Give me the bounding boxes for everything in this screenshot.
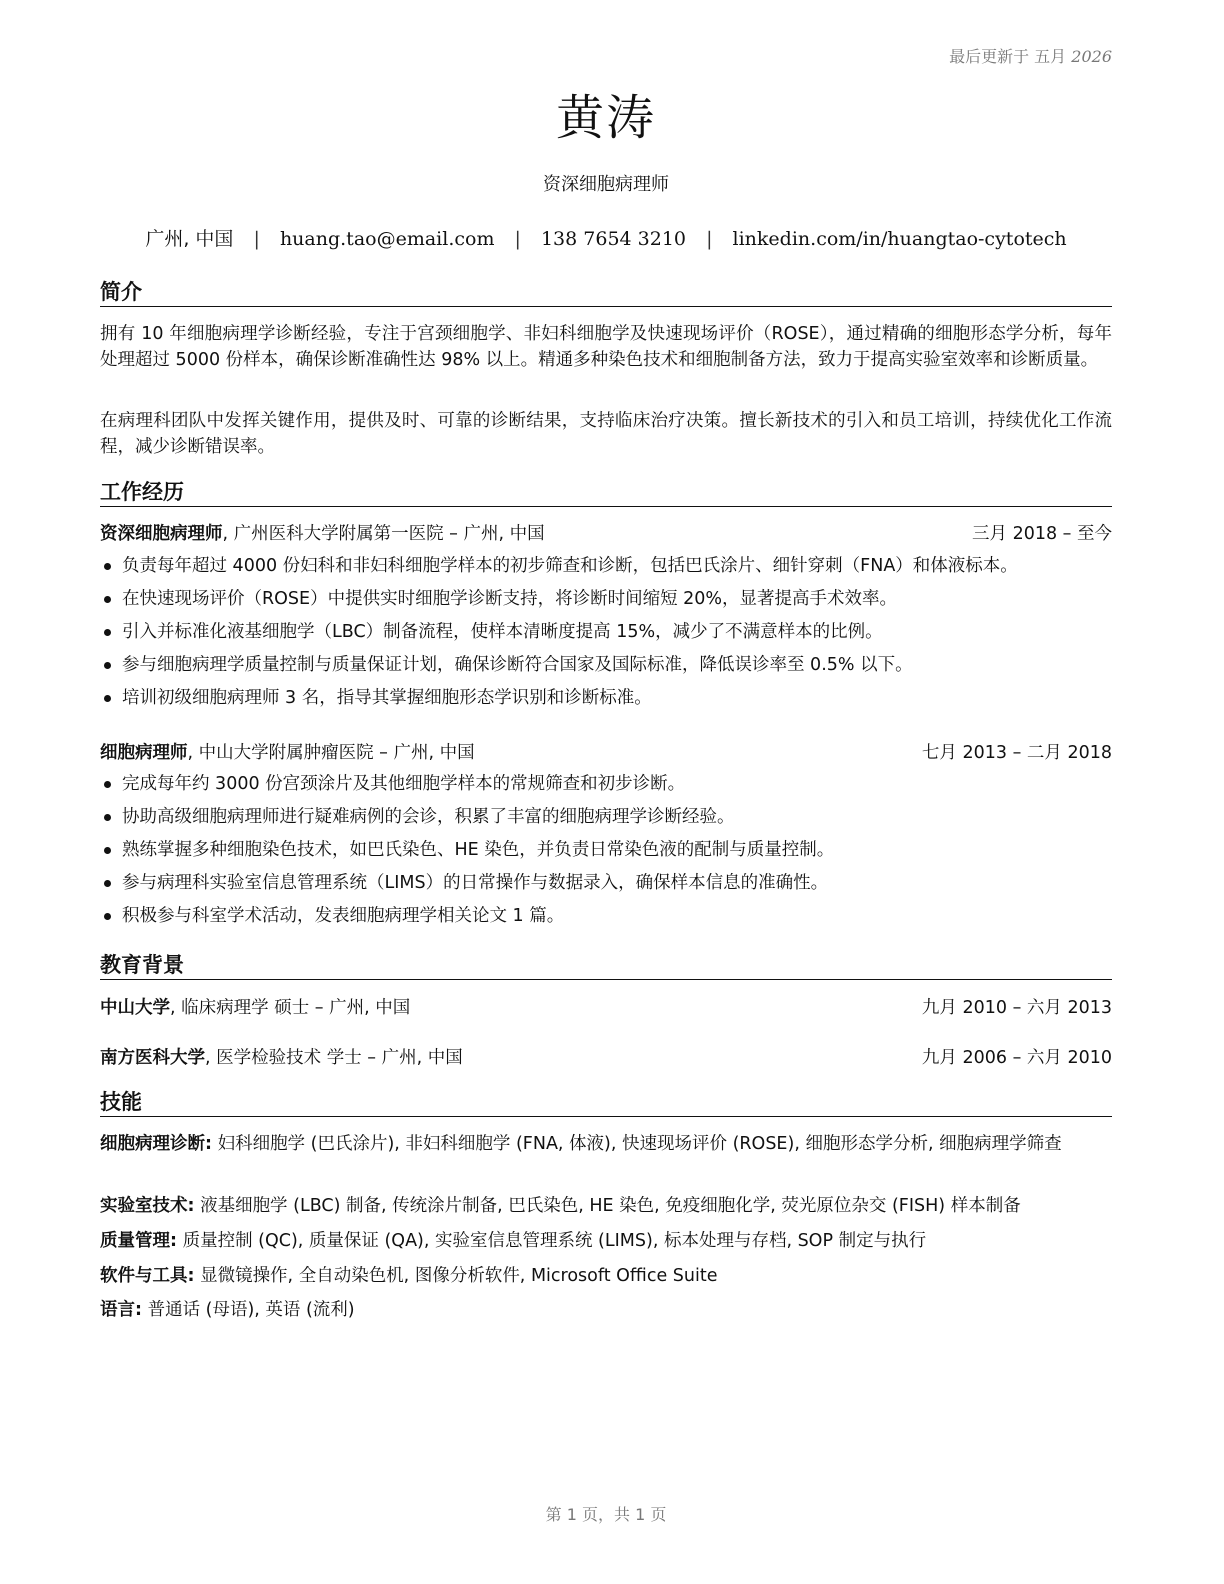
skill-line bbox=[100, 1297, 1112, 1323]
job-bullet: 积极参与科室学术活动，发表细胞病理学相关论文 1 篇。 bbox=[100, 900, 1112, 933]
contact-separator: | bbox=[514, 228, 521, 250]
skill-text: 显微镜操作, 全自动染色机, 图像分析软件, Microsoft Office Suite bbox=[194, 1266, 718, 1286]
contact-separator: | bbox=[706, 228, 713, 250]
skill-text: 液基细胞学 (LBC) 制备, 传统涂片制备, 巴氏染色, HE 染色, 免疫细胞化学, 荧光原位杂交 (FISH) 样本制备 bbox=[194, 1196, 1021, 1216]
contact-phone[interactable]: 138 7654 3210 bbox=[540, 228, 687, 250]
education-dates: 九月 2010 – 六月 2013 bbox=[921, 998, 1112, 1018]
job-bullets bbox=[100, 550, 1112, 715]
skill-label: 软件与工具: bbox=[100, 1266, 195, 1286]
job-header bbox=[100, 521, 1112, 547]
contact-email[interactable]: huang.tao@email.com bbox=[279, 228, 495, 250]
section-title-experience: 工作经历 bbox=[100, 478, 1112, 507]
section-title-skills: 技能 bbox=[100, 1088, 1112, 1117]
job-role: 细胞病理师 bbox=[100, 743, 188, 763]
job-bullet: 在快速现场评价（ROSE）中提供实时细胞学诊断支持，将诊断时间缩短 20%，显著提高手术效率。 bbox=[100, 583, 1112, 616]
education-dates: 九月 2006 – 六月 2010 bbox=[921, 1048, 1112, 1068]
job-bullets bbox=[100, 768, 1112, 933]
candidate-name: 黄涛 bbox=[555, 90, 656, 146]
contact-location: 广州, 中国 bbox=[145, 228, 234, 250]
summary-paragraph-1: 拥有 10 年细胞病理学诊断经验，专注于宫颈细胞学、非妇科细胞学及快速现场评价（ROSE），通过精确的细胞形态学分析，每年处理超过 5000 份样本，确保诊断准确性达 98% 以上。精通多种染色技术和细胞制备方法，致力于提高实验室效率和诊断质量。 bbox=[100, 324, 1112, 370]
job-dates: 七月 2013 – 二月 2018 bbox=[921, 743, 1112, 763]
section-title-education: 教育背景 bbox=[100, 951, 1112, 980]
job-bullet: 负责每年超过 4000 份妇科和非妇科细胞学样本的初步筛查和诊断，包括巴氏涂片、细针穿刺（FNA）和体液标本。 bbox=[100, 550, 1112, 583]
skill-label: 质量管理: bbox=[100, 1231, 177, 1251]
summary-paragraph-2: 在病理科团队中发挥关键作用，提供及时、可靠的诊断结果，支持临床治疗决策。擅长新技术的引入和员工培训，持续优化工作流程，减少诊断错误率。 bbox=[100, 411, 1112, 457]
job-bullet: 完成每年约 3000 份宫颈涂片及其他细胞学样本的常规筛查和初步诊断。 bbox=[100, 768, 1112, 801]
job-bullet: 培训初级细胞病理师 3 名，指导其掌握细胞形态学识别和诊断标准。 bbox=[100, 682, 1112, 715]
skill-line bbox=[100, 1263, 1112, 1289]
education-item bbox=[100, 995, 1112, 1021]
last-updated bbox=[949, 44, 1112, 67]
job-role: 资深细胞病理师 bbox=[100, 524, 223, 544]
education-detail: , 医学检验技术 学士 – 广州, 中国 bbox=[205, 1048, 463, 1068]
page-number: 第 1 页，共 1 页 bbox=[545, 1505, 667, 1524]
job-org: , 中山大学附属肿瘤医院 – 广州, 中国 bbox=[187, 743, 475, 763]
section-title-summary: 简介 bbox=[100, 278, 1112, 307]
skill-line bbox=[100, 1193, 1112, 1219]
contact-line bbox=[100, 224, 1112, 251]
last-updated-year: 2026 bbox=[1071, 47, 1112, 66]
resume-page bbox=[100, 0, 1112, 1584]
skill-text: 质量控制 (QC), 质量保证 (QA), 实验室信息管理系统 (LIMS), 标本处理与存档, SOP 制定与执行 bbox=[177, 1231, 927, 1251]
education-item bbox=[100, 1045, 1112, 1071]
skill-label: 语言: bbox=[100, 1300, 142, 1320]
job-bullet: 参与病理科实验室信息管理系统（LIMS）的日常操作与数据录入，确保样本信息的准确性。 bbox=[100, 867, 1112, 900]
last-updated-label: 最后更新于 五月 bbox=[949, 47, 1067, 66]
education-school: 中山大学 bbox=[100, 998, 170, 1018]
job-bullet: 熟练掌握多种细胞染色技术，如巴氏染色、HE 染色，并负责日常染色液的配制与质量控制。 bbox=[100, 834, 1112, 867]
job-bullet: 参与细胞病理学质量控制与质量保证计划，确保诊断符合国家及国际标准，降低误诊率至 0.5% 以下。 bbox=[100, 649, 1112, 682]
contact-linkedin[interactable]: linkedin.com/in/huangtao-cytotech bbox=[732, 228, 1067, 250]
job-dates: 三月 2018 – 至今 bbox=[972, 524, 1112, 544]
skill-line bbox=[100, 1228, 1112, 1254]
skill-label: 细胞病理诊断: bbox=[100, 1134, 212, 1154]
job-header bbox=[100, 740, 1112, 766]
job-org: , 广州医科大学附属第一医院 – 广州, 中国 bbox=[222, 524, 545, 544]
skill-text: 妇科细胞学 (巴氏涂片), 非妇科细胞学 (FNA, 体液), 快速现场评价 (ROSE), 细胞形态学分析, 细胞病理学筛查 bbox=[212, 1134, 1062, 1154]
skill-text: 普通话 (母语), 英语 (流利) bbox=[142, 1300, 355, 1320]
education-school: 南方医科大学 bbox=[100, 1048, 205, 1068]
skill-label: 实验室技术: bbox=[100, 1196, 195, 1216]
job-bullet: 协助高级细胞病理师进行疑难病例的会诊，积累了丰富的细胞病理学诊断经验。 bbox=[100, 801, 1112, 834]
skill-line bbox=[100, 1131, 1112, 1157]
contact-separator: | bbox=[253, 228, 260, 250]
job-bullet: 引入并标准化液基细胞学（LBC）制备流程，使样本清晰度提高 15%，减少了不满意样本的比例。 bbox=[100, 616, 1112, 649]
candidate-headline: 资深细胞病理师 bbox=[543, 174, 669, 195]
education-detail: , 临床病理学 硕士 – 广州, 中国 bbox=[170, 998, 411, 1018]
